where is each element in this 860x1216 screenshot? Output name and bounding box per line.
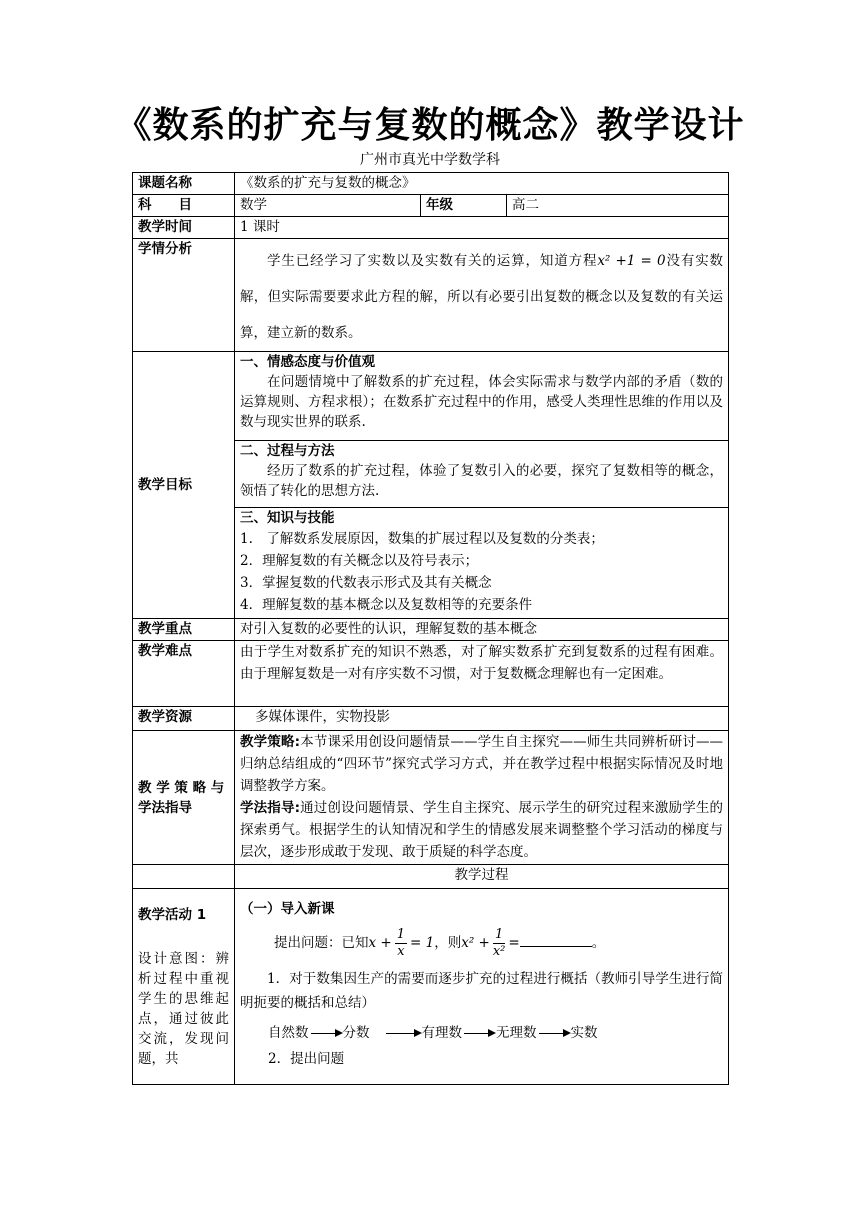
goal1-row (133, 352, 729, 441)
intro-item-2: 2．提出问题 (268, 1051, 345, 1067)
intro-title: （一）导入新课 (240, 901, 335, 917)
analysis-equation: x² +1 = 0 (597, 253, 666, 269)
process-header-row (133, 865, 729, 889)
goal3-item: 3．掌握复数的代数表示形式及其有关概念 (240, 575, 492, 591)
strategy-head: 教学策略: (240, 734, 301, 750)
method-paragraph (240, 797, 723, 863)
activity-side-cell (133, 889, 235, 1085)
goal1-title: 一、情感态度与价值观 (240, 354, 375, 370)
activity-row (133, 889, 729, 1085)
goal3-item: 4．理解复数的基本概念以及复数相等的充要条件 (240, 597, 533, 613)
analysis-label: 学情分析 (133, 239, 235, 352)
analysis-text (240, 239, 723, 351)
subject-label: 科 目 (133, 195, 235, 217)
method-text: 通过创设问题情景、学生自主探究、展示学生的研究过程来激励学生的探索勇气。根据学生的认知情况和学生的情感发展来调整整个学习活动的梯度与层次，逐步形成敢于发现、敢于质疑的科学态度。 (240, 800, 724, 860)
strategy-cell (235, 731, 729, 865)
topic-value: 《数系的扩充与复数的概念》 (235, 173, 729, 195)
strategy-label-line2: 学法指导 (138, 799, 192, 816)
page-subtitle: 广州市真光中学数学科 (360, 152, 500, 168)
chain-item: 无理数 (496, 1025, 537, 1041)
time-value: 1 课时 (235, 217, 729, 239)
question-prefix: 提出问题：已知 (274, 935, 369, 951)
strategy-paragraph (240, 731, 723, 797)
goal2-text: 经历了数系的扩充过程，体验了复数引入的必要，探究了复数相等的概念，领悟了转化的思想方法. (240, 463, 724, 499)
activity-content-cell (235, 889, 729, 1085)
analysis-text-after: 没有实数解，但实际需要要求此方程的解，所以有必要引出复数的概念以及复数的有关运算，建立新的数系。 (240, 253, 724, 341)
goals-label: 教学目标 (133, 352, 235, 619)
key-value: 对引入复数的必要性的认识，理解复数的基本概念 (235, 619, 729, 641)
key-label: 教学重点 (133, 619, 235, 641)
lesson-plan-table (132, 172, 729, 1085)
goal3-item: 1. 了解数系发展原因，数集的扩展过程以及复数的分类表； (240, 531, 604, 547)
number-system-chain (268, 1023, 723, 1043)
goal2-cell (235, 441, 729, 508)
right-arrow-icon (539, 1033, 569, 1034)
right-arrow-icon (386, 1033, 420, 1034)
right-arrow-icon (464, 1033, 494, 1034)
chain-item: 自然数 (268, 1025, 309, 1041)
question-mid: ，则 (434, 935, 462, 951)
goal3-item: 2．理解复数的有关概念以及符号表示； (240, 553, 479, 569)
topic-label: 课题名称 (133, 173, 235, 195)
resource-label: 教学资源 (133, 707, 235, 731)
time-row (133, 217, 729, 239)
question-expression-2: x² + $\frac{1}{\text{x²}}$ = (461, 927, 520, 959)
chain-item: 分数 (342, 1025, 370, 1041)
strategy-label-line1: 教 学 策 略 与 (138, 779, 225, 796)
analysis-row (133, 239, 729, 352)
resource-row (133, 707, 729, 731)
chain-item: 实数 (570, 1025, 598, 1041)
page-title: 《数系的扩充与复数的概念》教学设计 (115, 105, 745, 146)
goal1-text: 在问题情境中了解数系的扩充过程，体会实际需求与数学内部的矛盾（数的运算规则、方程求根）；在数系扩充过程中的作用，感受人类理性思维的作用以及数与现实世界的联系. (240, 374, 724, 430)
method-head: 学法指导: (240, 800, 300, 816)
strategy-label (133, 731, 235, 865)
process-header: 教学过程 (235, 865, 729, 889)
analysis-cell (235, 239, 729, 352)
goal3-cell (235, 508, 729, 619)
subject-row (133, 195, 729, 217)
process-header-empty (133, 865, 235, 889)
activity-label: 教学活动 1 (138, 907, 207, 923)
answer-blank (520, 932, 592, 947)
grade-value: 高二 (507, 195, 729, 217)
difficulty-value: 由于学生对数系扩充的知识不熟悉，对了解实数系扩充到复数系的过程有困难。由于理解复数是一对有序实数不习惯，对于复数概念理解也有一定困难。 (235, 641, 729, 707)
goal1-cell (235, 352, 729, 441)
right-arrow-icon (311, 1033, 341, 1034)
strategy-text: 本节课采用创设问题情景——学生自主探究——师生共同辨析研讨——归纳总结组成的“四环节”探究式学习方式，并在教学过程中根据实际情况及时地调整教学方案。 (240, 734, 724, 794)
resource-value: 多媒体课件，实物投影 (235, 707, 729, 731)
design-intent: 设计意图：辨析过程中重视学生的思维起点，通过彼此交流，发现问题，共 (138, 951, 229, 1067)
strategy-row (133, 731, 729, 865)
time-label: 教学时间 (133, 217, 235, 239)
intro-item-1: 1．对于数集因生产的需要而逐步扩充的过程进行概括（教师引导学生进行简明扼要的概括和总结） (240, 971, 724, 1011)
difficulty-label: 教学难点 (133, 641, 235, 707)
topic-row (133, 173, 729, 195)
subject-value: 数学 (235, 195, 421, 217)
question-end: 。 (591, 935, 606, 951)
grade-label: 年级 (421, 195, 507, 217)
fraction-one-over-x-squared: $\frac{1}{\text{x²}}$ (492, 927, 506, 959)
question-expression-1: x + $\frac{1}{x}$ = 1 (368, 927, 435, 959)
goal2-title: 二、过程与方法 (240, 443, 335, 459)
fraction-one-over-x: $\frac{1}{x}$ (396, 927, 405, 959)
chain-item: 有理数 (421, 1025, 462, 1041)
key-row (133, 619, 729, 641)
goal3-title: 三、知识与技能 (240, 510, 335, 526)
intro-question (274, 925, 723, 961)
analysis-text-before: 学生已经学习了实数以及实数有关的运算，知道方程 (267, 253, 598, 269)
difficulty-row (133, 641, 729, 707)
